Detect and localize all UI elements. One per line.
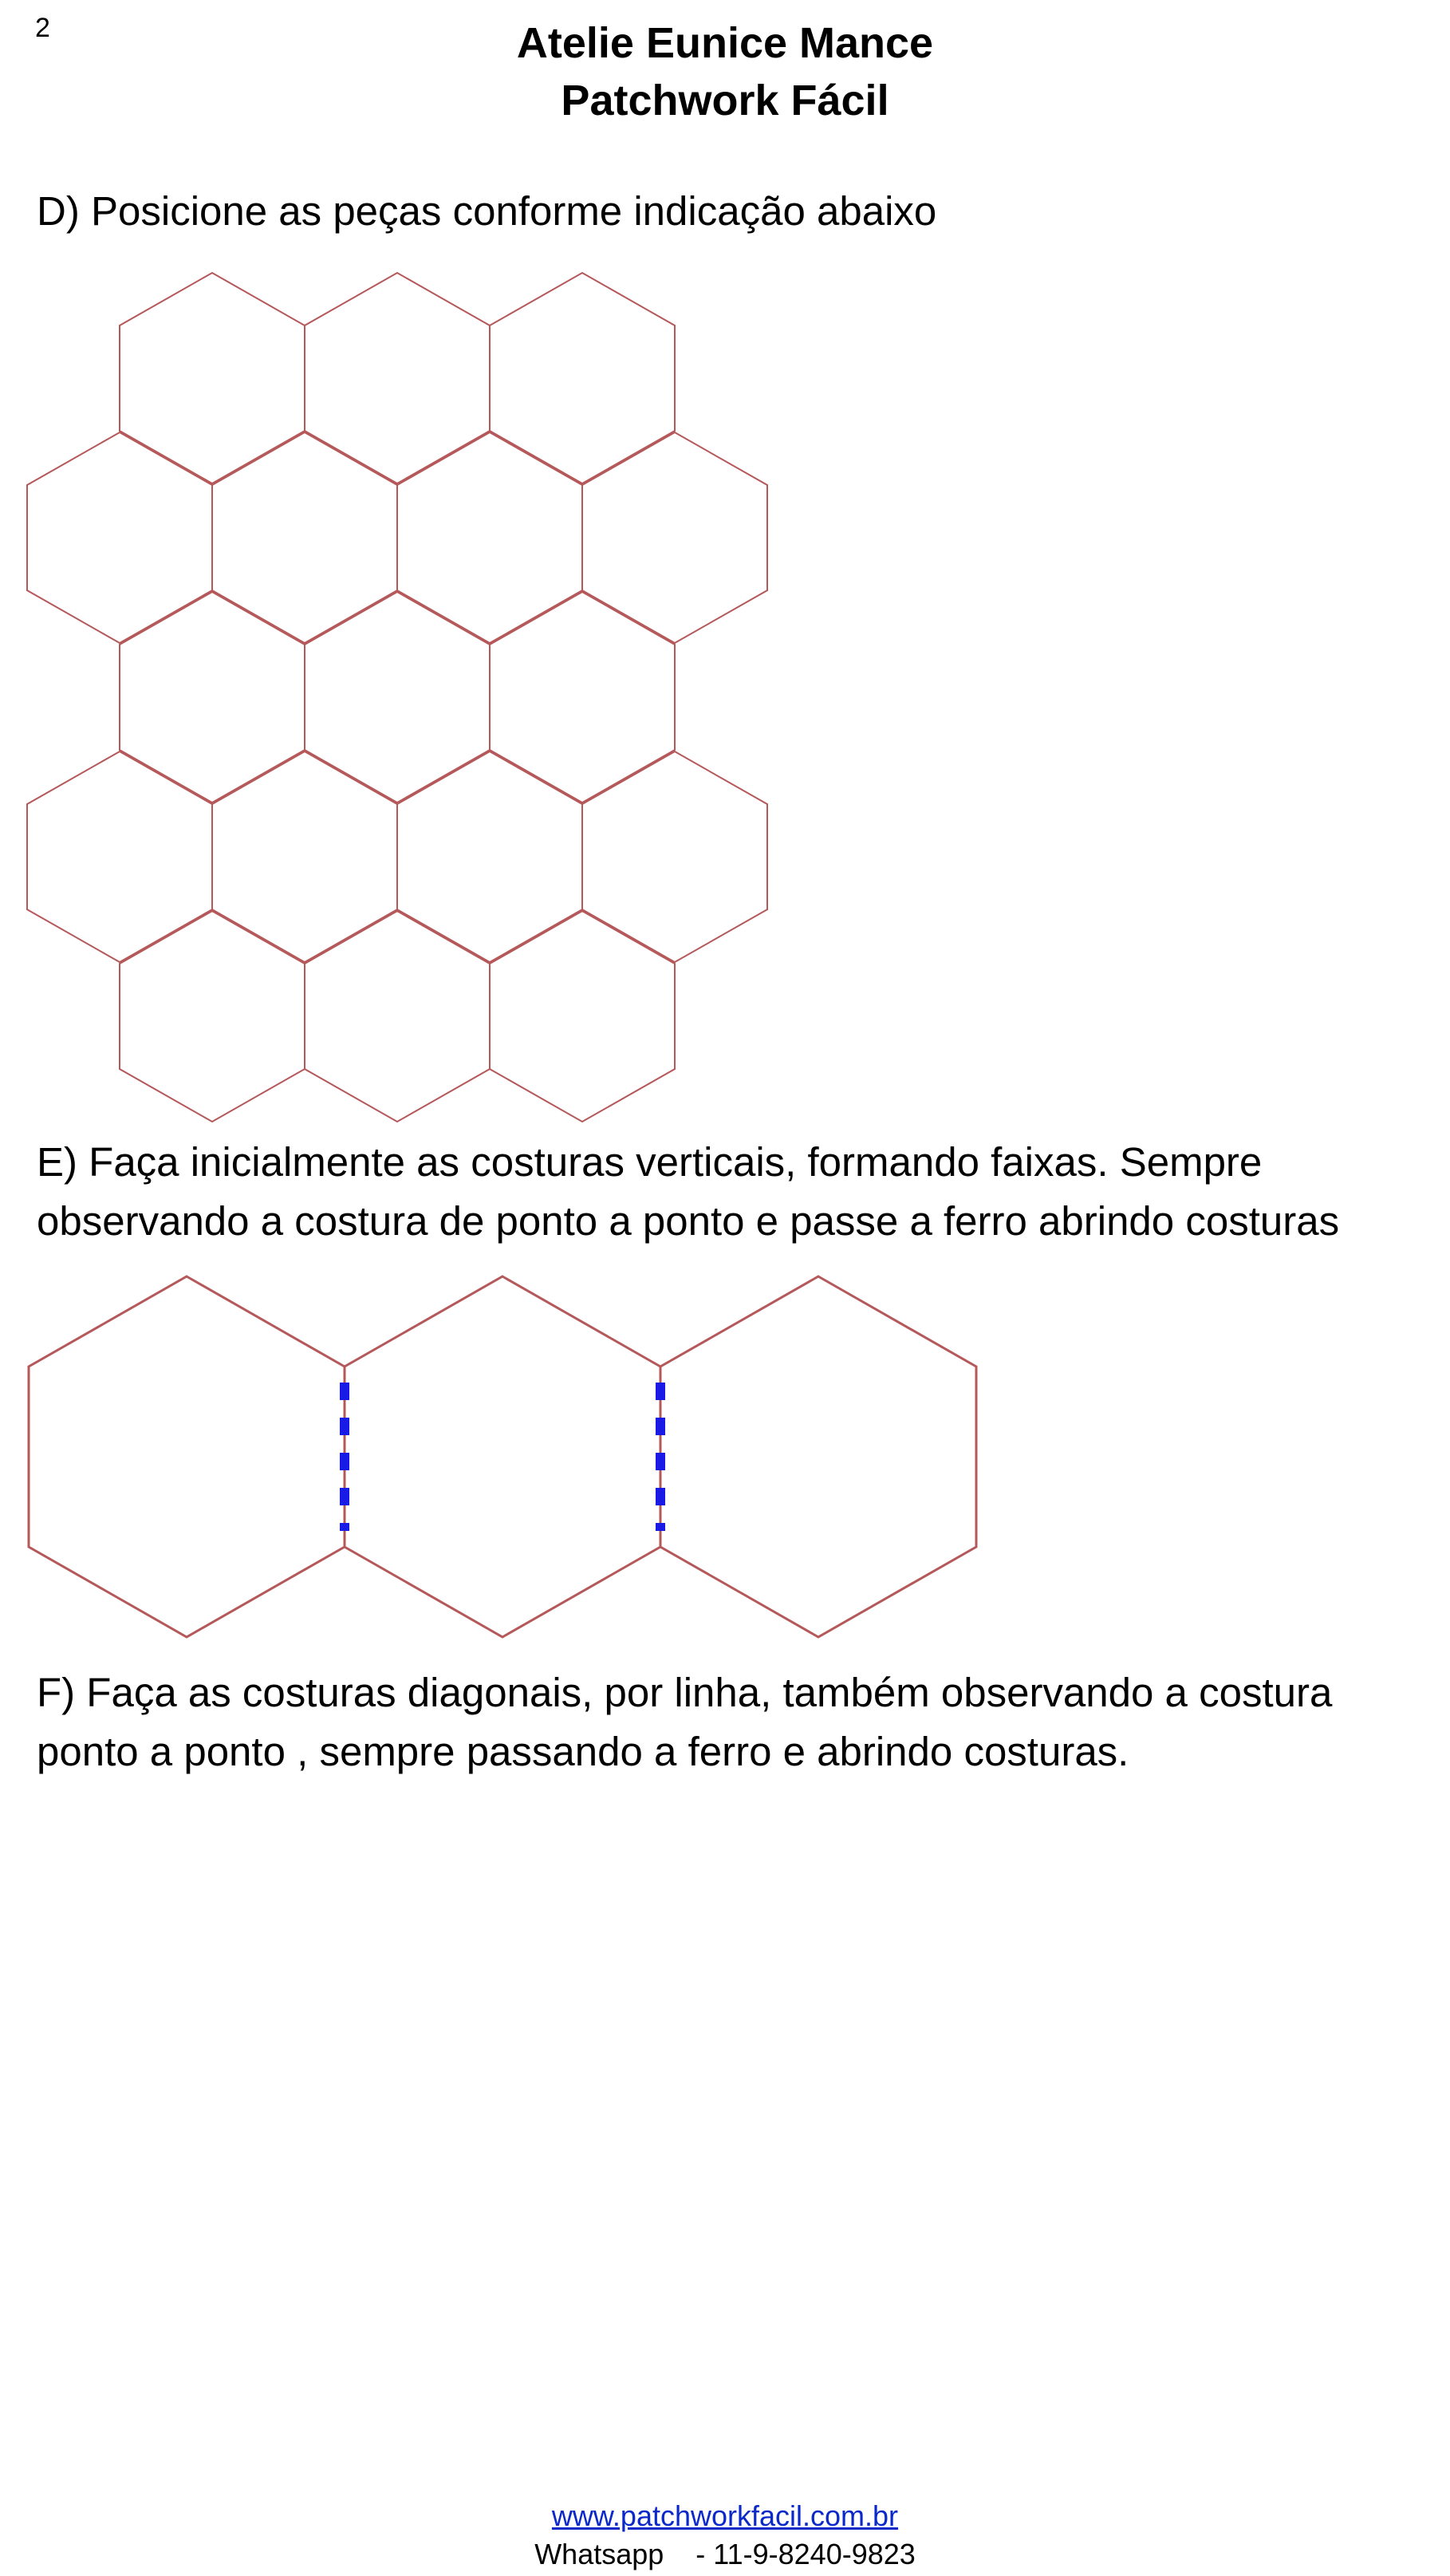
- website-link[interactable]: www.patchworkfacil.com.br: [551, 2499, 899, 2532]
- header-subtitle: Patchwork Fácil: [561, 77, 889, 124]
- hexagon-piece: [582, 751, 767, 962]
- step-e-line-2: observando a costura de ponto a ponto e passe a ferro abrindo costuras: [37, 1198, 1340, 1244]
- hexagon-piece: [582, 432, 767, 643]
- hexagon-piece: [120, 592, 305, 803]
- hexagon-piece: [490, 273, 675, 483]
- hexagon-piece: [212, 751, 397, 962]
- hexagon-piece: [120, 273, 305, 483]
- step-f-line-2: ponto a ponto , sempre passando a ferro e abrindo costuras.: [37, 1729, 1129, 1774]
- hexagon-piece: [305, 273, 490, 483]
- hexagon-layout-diagram: [24, 263, 806, 1133]
- hexagon-piece: [397, 751, 582, 962]
- step-e-text: [37, 1133, 1339, 1251]
- page-number: 2: [35, 13, 50, 43]
- hexagon-piece: [305, 911, 490, 1122]
- document-header: [0, 14, 1450, 129]
- hexagon-piece: [490, 592, 675, 803]
- step-e-line-1: E) Faça inicialmente as costuras verticais, formando faixas. Sempre: [37, 1139, 1263, 1185]
- step-f-text: [37, 1663, 1332, 1781]
- step-f-line-1: F) Faça as costuras diagonais, por linha, também observando a costura: [37, 1670, 1333, 1715]
- vertical-seams-diagram: [24, 1268, 1013, 1651]
- hexagon-piece: [397, 432, 582, 643]
- hexagon-piece: [120, 911, 305, 1122]
- hexagon-piece: [27, 751, 212, 962]
- hexagon-piece: [305, 592, 490, 803]
- hexagon-piece: [490, 911, 675, 1122]
- page-footer: [0, 2497, 1450, 2574]
- step-d-line-1: D) Posicione as peças conforme indicação abaixo: [37, 188, 937, 234]
- hexagon-piece: [27, 432, 212, 643]
- hexagon-strip-piece: [660, 1276, 976, 1637]
- step-d-text: [37, 182, 936, 241]
- hexagon-piece: [212, 432, 397, 643]
- hexagon-strip-piece: [345, 1276, 660, 1637]
- header-title: Atelie Eunice Mance: [516, 19, 934, 67]
- hexagon-strip-piece: [29, 1276, 345, 1637]
- whatsapp-contact: Whatsapp - 11-9-8240-9823: [534, 2538, 916, 2570]
